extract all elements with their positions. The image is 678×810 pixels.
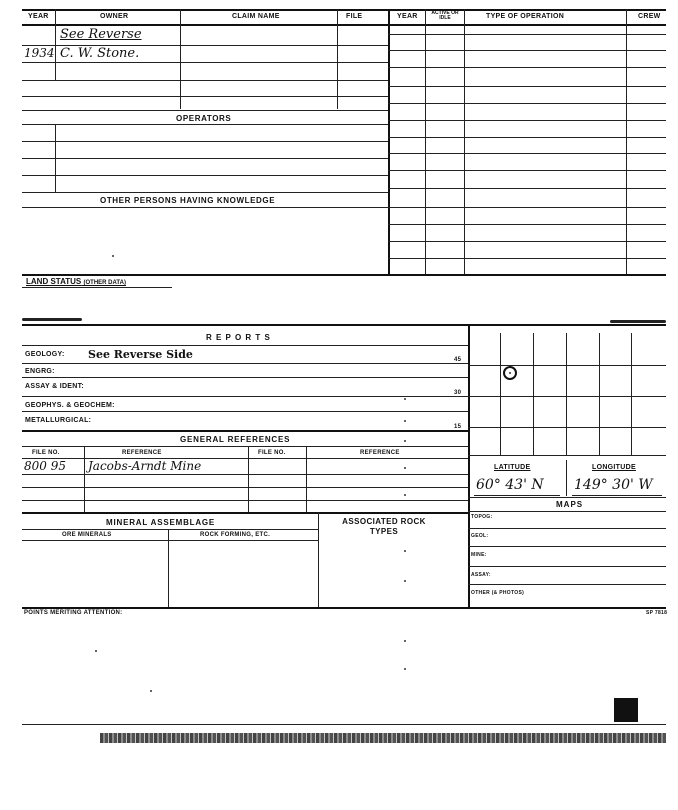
location-marker-dot bbox=[509, 372, 511, 374]
header-file: FILE bbox=[346, 13, 363, 20]
header-claim-name: CLAIM NAME bbox=[232, 13, 280, 20]
divider bbox=[468, 497, 666, 498]
map-item-other: OTHER (& PHOTOS) bbox=[471, 590, 525, 596]
longitude-value: 149° 30' W bbox=[574, 477, 653, 493]
divider bbox=[468, 511, 666, 512]
longitude-label: LONGITUDE bbox=[592, 464, 636, 471]
ore-minerals-label: ORE MINERALS bbox=[62, 532, 112, 538]
divider bbox=[388, 50, 666, 51]
divider bbox=[22, 607, 666, 609]
divider bbox=[22, 24, 666, 26]
ref-header-file-no: FILE NO. bbox=[32, 450, 60, 456]
scan-smudge bbox=[22, 318, 82, 321]
report-num: 15 bbox=[454, 424, 462, 430]
divider bbox=[306, 446, 307, 512]
scan-speck bbox=[150, 690, 152, 692]
divider bbox=[337, 9, 338, 109]
divider bbox=[22, 430, 468, 432]
divider bbox=[388, 170, 666, 171]
divider bbox=[468, 396, 666, 397]
divider bbox=[22, 207, 388, 208]
map-item-mine: MINE: bbox=[471, 552, 487, 558]
owner-cell: C. W. Stone. bbox=[60, 46, 140, 61]
divider bbox=[22, 487, 468, 488]
divider bbox=[468, 455, 666, 456]
divider bbox=[22, 192, 388, 193]
divider bbox=[425, 9, 426, 274]
divider bbox=[22, 529, 318, 530]
divider bbox=[22, 345, 468, 346]
divider bbox=[388, 241, 666, 242]
report-num: 45 bbox=[454, 357, 462, 363]
divider bbox=[468, 566, 666, 567]
divider bbox=[318, 512, 319, 607]
report-num: 30 bbox=[454, 390, 462, 396]
land-status-title: LAND STATUS bbox=[26, 277, 82, 286]
ref-header-reference-2: REFERENCE bbox=[360, 450, 400, 456]
scan-speck bbox=[112, 255, 114, 257]
map-item-geol: GEOL: bbox=[471, 533, 489, 539]
header-active-or-idle: ACTIVE OR IDLE bbox=[431, 10, 459, 21]
report-geology-value: See Reverse Side bbox=[88, 348, 193, 361]
divider bbox=[84, 446, 85, 512]
ref-reference-cell: Jacobs-Arndt Mine bbox=[88, 459, 202, 473]
scan-noise-band bbox=[100, 733, 666, 743]
ref-file-no-cell: 800 95 bbox=[24, 459, 66, 473]
divider bbox=[468, 546, 666, 547]
divider bbox=[22, 110, 388, 111]
divider bbox=[388, 120, 666, 121]
divider bbox=[22, 512, 468, 514]
maps-title: MAPS bbox=[556, 500, 584, 509]
divider bbox=[22, 724, 666, 725]
land-status-label bbox=[26, 277, 126, 286]
divider bbox=[474, 495, 560, 496]
divider bbox=[572, 495, 662, 496]
scan-speck bbox=[404, 580, 406, 582]
operators-label: OPERATORS bbox=[176, 114, 232, 123]
header-year-2: YEAR bbox=[397, 13, 418, 20]
divider bbox=[500, 333, 501, 455]
divider bbox=[566, 460, 567, 496]
divider bbox=[22, 377, 468, 378]
divider bbox=[388, 258, 666, 259]
divider bbox=[468, 365, 666, 366]
report-metallurgical-label: METALLURGICAL: bbox=[25, 417, 92, 424]
divider bbox=[22, 396, 468, 397]
scan-speck bbox=[404, 668, 406, 670]
divider bbox=[626, 9, 627, 274]
divider bbox=[22, 500, 468, 501]
divider bbox=[468, 324, 470, 607]
divider bbox=[22, 446, 468, 447]
divider bbox=[22, 175, 388, 176]
scan-speck bbox=[404, 550, 406, 552]
divider bbox=[180, 9, 181, 109]
header-crew: CREW bbox=[638, 13, 661, 20]
divider bbox=[248, 446, 249, 512]
divider bbox=[566, 333, 567, 455]
report-engrg-label: ENGRG: bbox=[25, 368, 55, 375]
divider bbox=[388, 86, 666, 87]
land-status-sub: (OTHER DATA) bbox=[83, 280, 126, 286]
divider bbox=[22, 274, 666, 276]
divider bbox=[468, 427, 666, 428]
rock-forming-label: ROCK FORMING, ETC. bbox=[200, 532, 271, 538]
other-persons-label: OTHER PERSONS HAVING KNOWLEDGE bbox=[100, 196, 276, 205]
latitude-value: 60° 43' N bbox=[476, 477, 544, 493]
divider bbox=[533, 333, 534, 455]
divider bbox=[22, 411, 468, 412]
map-item-topog: TOPOG: bbox=[471, 514, 493, 520]
divider bbox=[388, 34, 666, 35]
divider bbox=[388, 103, 666, 104]
divider bbox=[22, 287, 172, 288]
associated-rock-types-label: ASSOCIATED ROCK TYPES bbox=[342, 517, 426, 536]
divider bbox=[388, 137, 666, 138]
divider bbox=[22, 9, 666, 11]
ref-header-reference: REFERENCE bbox=[122, 450, 162, 456]
latitude-label: LATITUDE bbox=[494, 464, 531, 471]
divider bbox=[388, 224, 666, 225]
form-number: SP 7818 bbox=[646, 610, 668, 616]
scan-speck bbox=[404, 467, 406, 469]
owner-cell: See Reverse bbox=[60, 27, 142, 42]
divider bbox=[22, 158, 388, 159]
registration-mark bbox=[614, 698, 638, 722]
header-owner: OWNER bbox=[100, 13, 129, 20]
divider bbox=[631, 333, 632, 455]
report-assay-label: ASSAY & IDENT: bbox=[25, 383, 85, 390]
year-cell: 1934 bbox=[24, 46, 55, 60]
report-geophys-label: GEOPHYS. & GEOCHEM: bbox=[25, 402, 115, 409]
divider bbox=[599, 333, 600, 455]
divider bbox=[464, 9, 465, 274]
divider bbox=[22, 540, 318, 541]
scan-speck bbox=[404, 398, 406, 400]
reports-title: R E P O R T S bbox=[206, 333, 271, 342]
scan-speck bbox=[404, 440, 406, 442]
divider bbox=[388, 188, 666, 189]
ref-header-file-no-2: FILE NO. bbox=[258, 450, 286, 456]
divider bbox=[388, 207, 666, 208]
general-references-title: GENERAL REFERENCES bbox=[180, 435, 291, 444]
divider bbox=[22, 96, 388, 97]
divider bbox=[22, 324, 666, 326]
divider bbox=[388, 153, 666, 154]
divider bbox=[388, 9, 390, 274]
report-geology-label: GEOLOGY: bbox=[25, 351, 65, 358]
divider bbox=[22, 363, 468, 364]
header-type-of-operation: TYPE OF OPERATION bbox=[486, 13, 565, 20]
divider bbox=[388, 67, 666, 68]
divider bbox=[468, 528, 666, 529]
divider bbox=[22, 80, 388, 81]
scan-speck bbox=[404, 494, 406, 496]
points-meriting-label: POINTS MERITING ATTENTION: bbox=[24, 610, 123, 616]
scan-speck bbox=[404, 640, 406, 642]
divider bbox=[468, 584, 666, 585]
map-item-assay: ASSAY: bbox=[471, 572, 491, 578]
divider bbox=[22, 474, 468, 475]
scan-speck bbox=[404, 420, 406, 422]
scan-speck bbox=[95, 650, 97, 652]
divider bbox=[22, 124, 388, 125]
mineral-assemblage-title: MINERAL ASSEMBLAGE bbox=[106, 518, 216, 527]
header-year: YEAR bbox=[28, 13, 49, 20]
divider bbox=[22, 62, 388, 63]
divider bbox=[22, 141, 388, 142]
scan-smudge bbox=[610, 320, 666, 323]
